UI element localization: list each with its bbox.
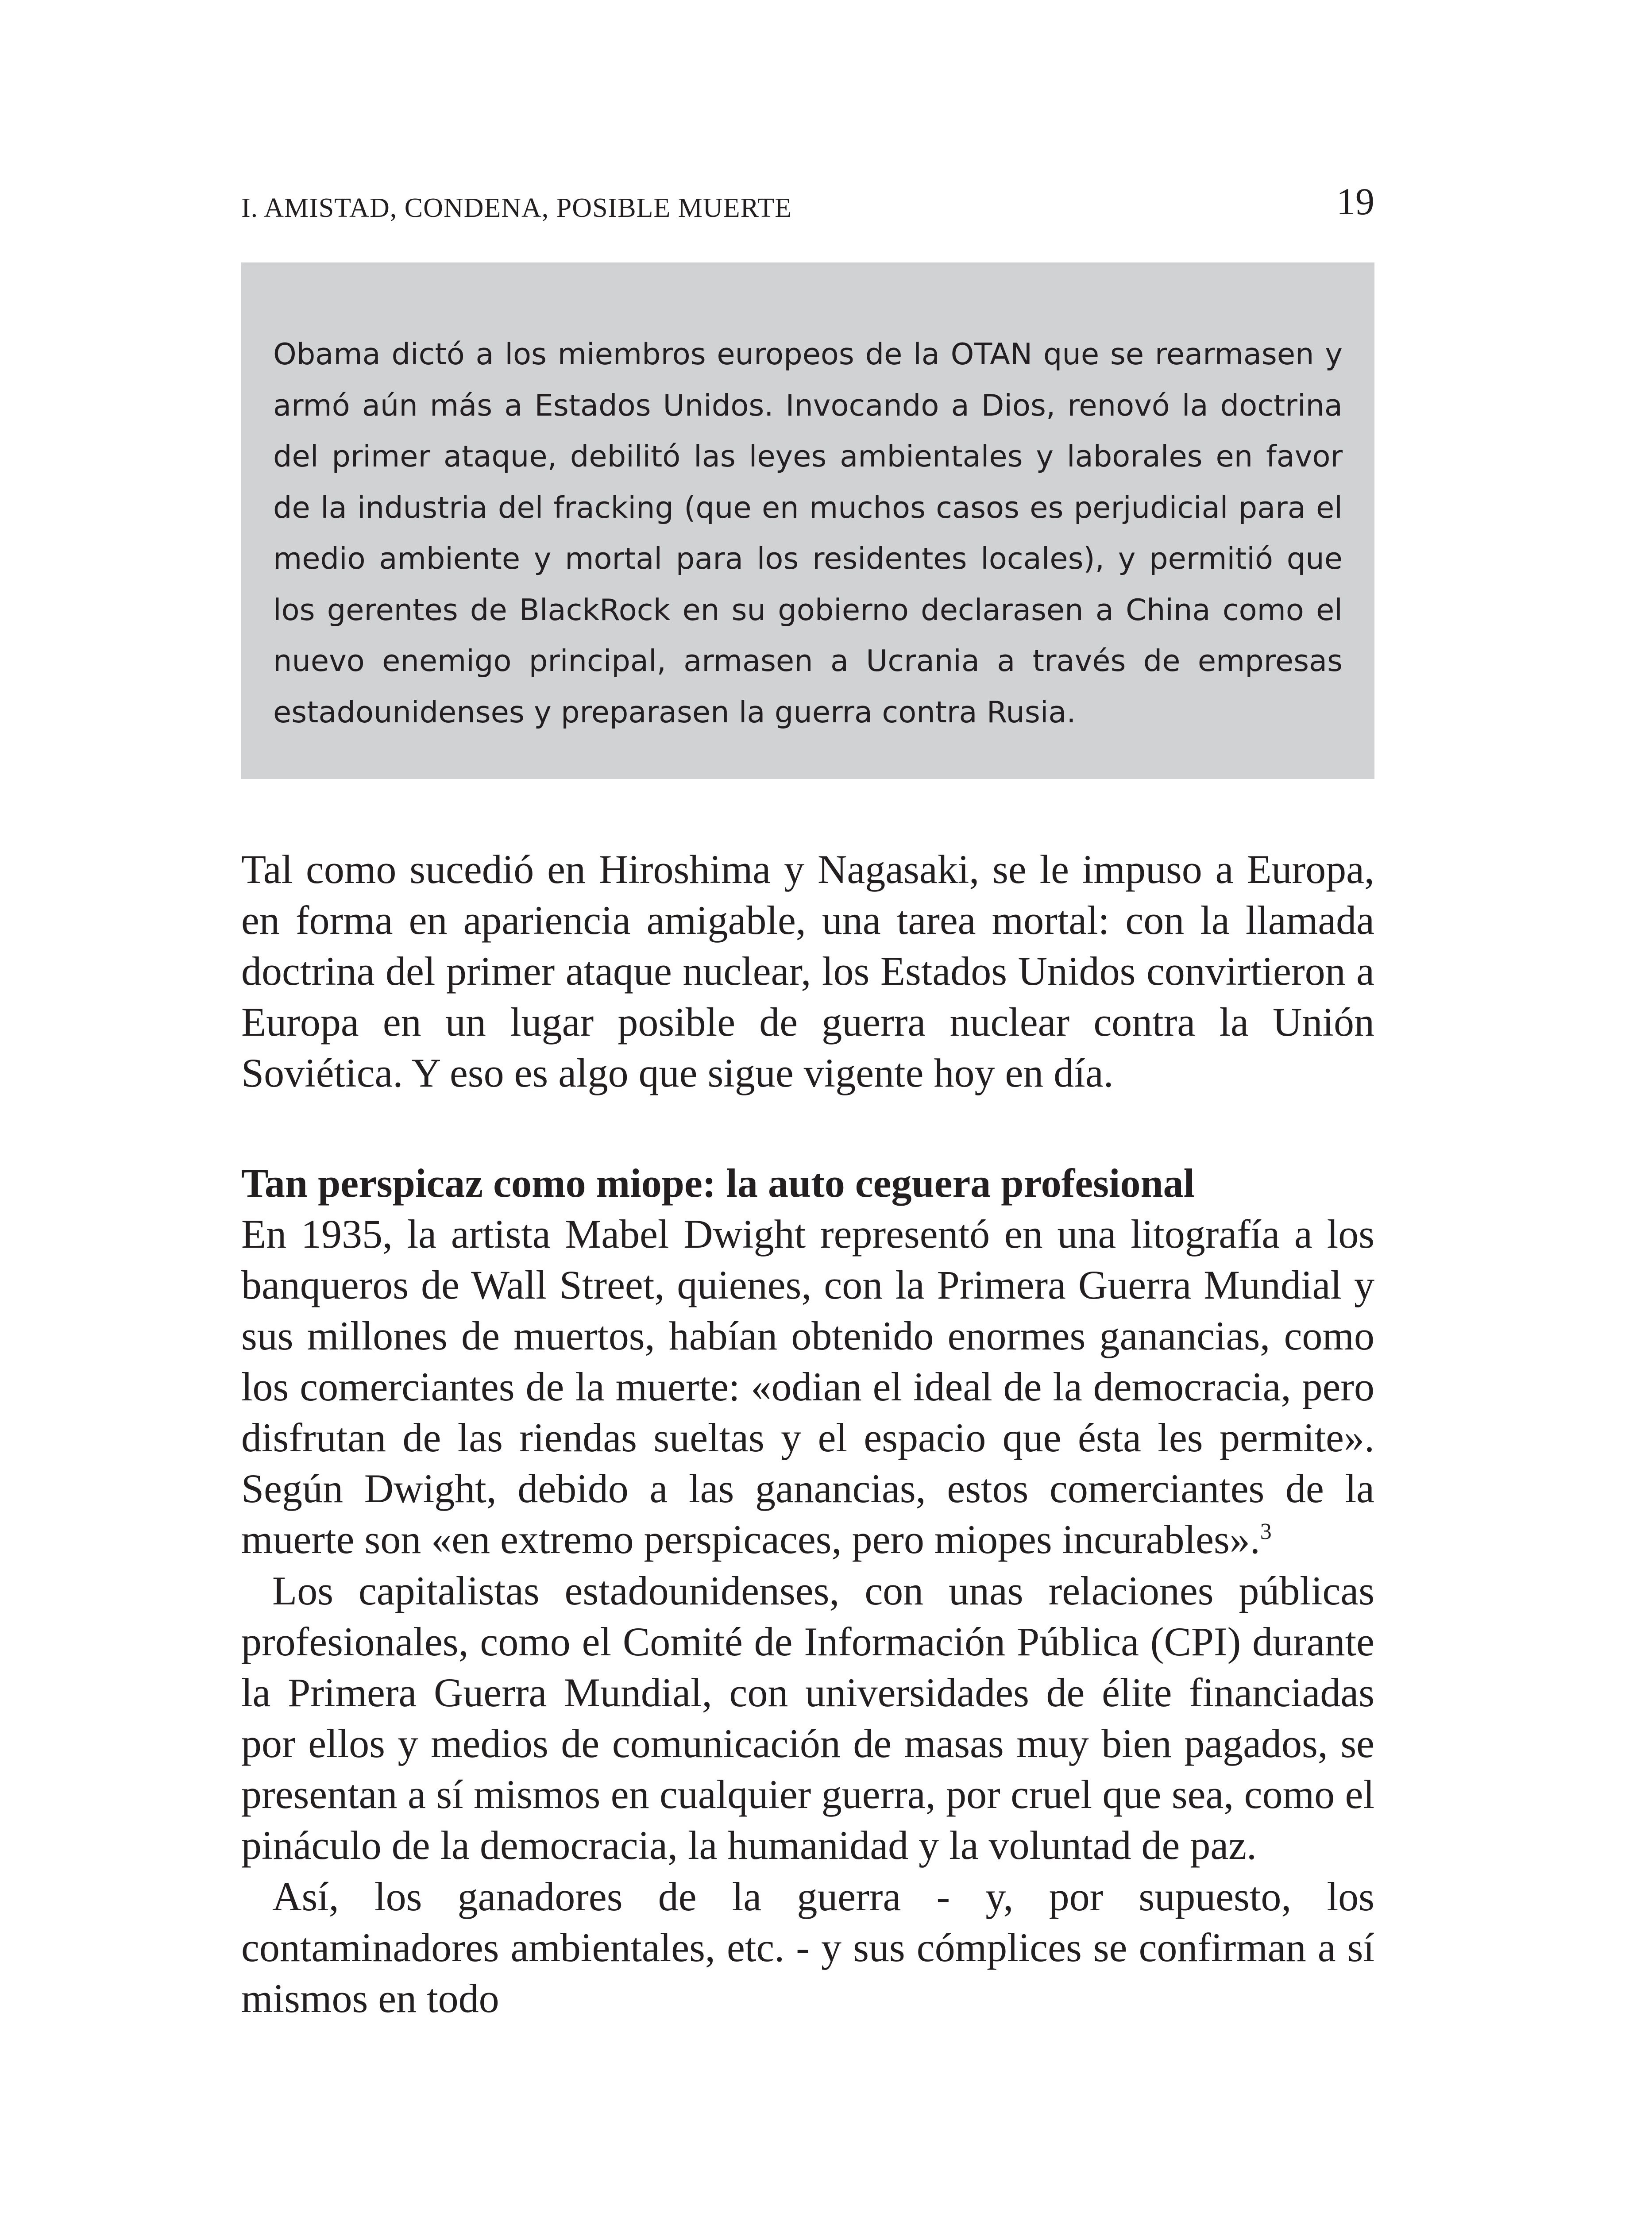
body-paragraph-2 (241, 1209, 1374, 1565)
body-paragraph-3: Los capitalistas estadounidenses, con unas relaciones públicas profesionales, como el Comité de Información Pública (CPI) durante la Primera Guerra Mundial, con universidades de élite financiadas por ellos y medios de comunicación de masas muy bien pagados, se presentan a sí mismos en cualquier guerra, por cruel que sea, como el pináculo de la democracia, la humanidad y la voluntad de paz. (241, 1568, 1374, 1868)
page-header (241, 179, 1374, 232)
body-paragraph-2-text: En 1935, la artista Mabel Dwight representó en una litografía a los banqueros de Wall Street, quienes, con la Primera Guerra Mundial y sus millones de muertos, habían obtenido enormes ganancias, como los comerciantes de la muerte: «odian el ideal de la democracia, pero disfrutan de las riendas sueltas y el espacio que ésta les permite». Según Dwight, debido a las ganancias, estos comerciantes de la muerte son «en extremo perspicaces, pero miopes incurables». (241, 1211, 1374, 1562)
page-number: 19 (1336, 180, 1374, 223)
body-paragraph-4: Así, los ganadores de la guerra - y, por supuesto, los contaminadores ambientales, etc. - y sus cómplices se confirman a sí mismos en todo (241, 1874, 1374, 2021)
footnote-marker: 3 (1260, 1519, 1272, 1544)
callout-text: Obama dictó a los miembros europeos de la OTAN que se rearmasen y armó aún más a Estados Unidos. Invocando a Dios, renovó la doctrina del primer ataque, debilitó las leyes ambientales y laborales en favor de la industria del fracking (que en muchos casos es perjudicial para el medio ambiente y mortal para los residentes locales), y permitió que los gerentes de BlackRock en su gobierno declarasen a China como el nuevo enemigo principal, armasen a Ucrania a través de empresas estadounidenses y preparasen la guerra contra Rusia. (273, 337, 1343, 729)
section-heading: Tan perspicaz como miope: la auto ceguera profesional (241, 1160, 1195, 1206)
body-paragraph-1: Tal como sucedió en Hiroshima y Nagasaki, se le impuso a Europa, en forma en apariencia amigable, una tarea mortal: con la llamada doctrina del primer ataque nuclear, los Estados Unidos convirtieron a Europa en un lugar posible de guerra nuclear contra la Unión Soviética. Y eso es algo que sigue vigente hoy en día. (241, 847, 1374, 1095)
callout-box (241, 262, 1374, 779)
running-head: I. AMISTAD, CONDENA, POSIBLE MUERTE (241, 193, 792, 223)
